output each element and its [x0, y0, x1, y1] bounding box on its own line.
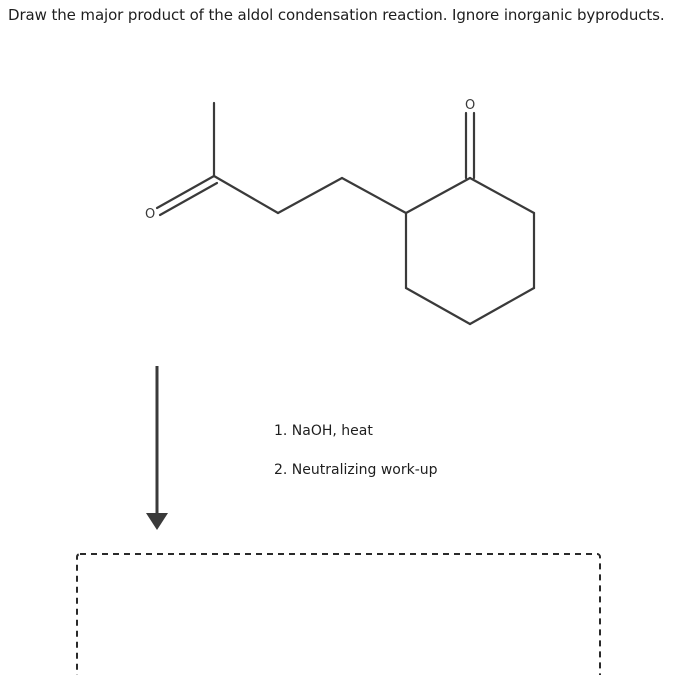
condition-step-1: 1. NaOH, heat	[274, 423, 373, 439]
arrow-head	[146, 513, 168, 530]
condition-step-2: 2. Neutralizing work-up	[274, 462, 438, 478]
answer-drawing-area[interactable]	[77, 554, 600, 675]
bond-chain-3	[342, 178, 406, 213]
oxygen-label-left: O	[145, 207, 156, 222]
oxygen-label-right: O	[465, 98, 476, 113]
reactant-molecule	[145, 98, 534, 324]
question-prompt: Draw the major product of the aldol condensation reaction. Ignore inorganic byproducts.	[8, 6, 665, 24]
ring-bond-5	[406, 288, 470, 324]
ring-bond-1	[406, 178, 470, 213]
ring-bond-2	[470, 178, 534, 213]
ring-bond-4	[470, 288, 534, 324]
bond-carbonyl-left-2	[160, 183, 217, 215]
bond-chain-1	[214, 176, 278, 213]
bond-carbonyl-left-1	[157, 176, 214, 208]
bond-chain-2	[278, 178, 342, 213]
reaction-arrow	[146, 366, 168, 530]
